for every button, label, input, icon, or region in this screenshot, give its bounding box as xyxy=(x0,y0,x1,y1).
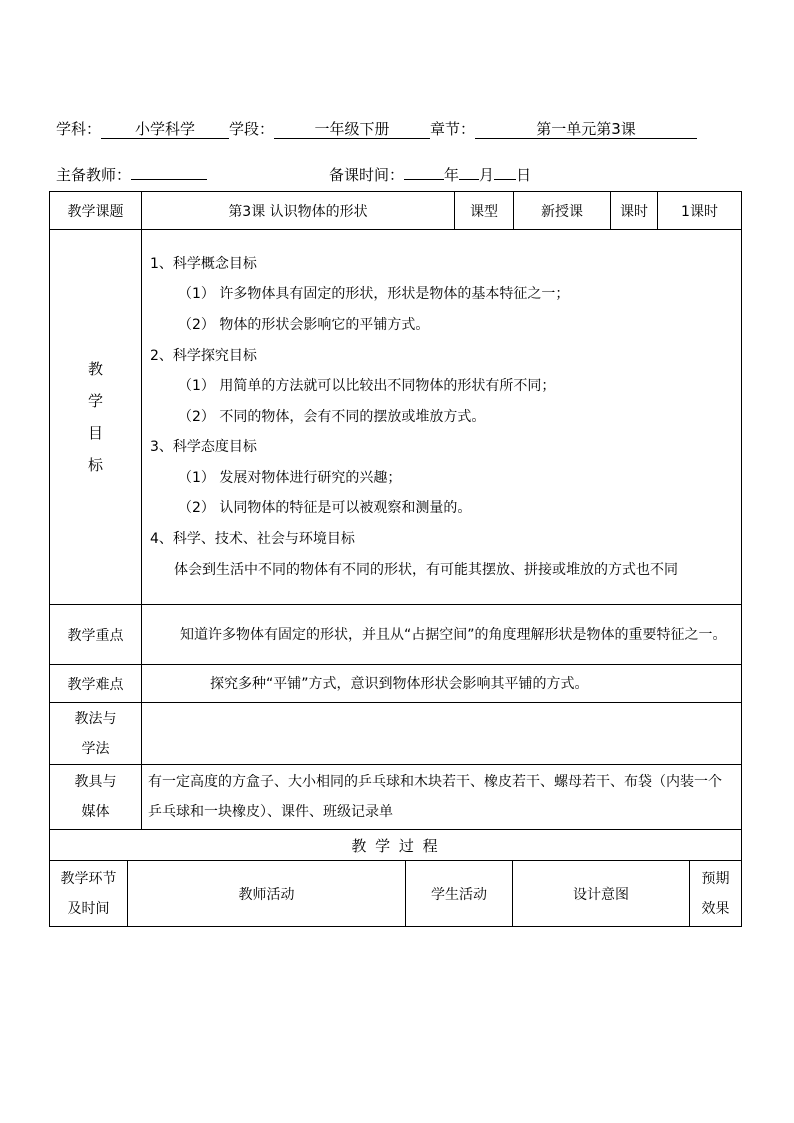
day-value xyxy=(494,161,516,180)
method-label: 教法与 学法 xyxy=(50,703,142,765)
hours-value: 1课时 xyxy=(658,192,742,230)
type-value: 新授课 xyxy=(514,192,611,230)
stage-label: 学段： xyxy=(229,120,275,138)
goal-item: （1） 发展对物体进行研究的兴趣； xyxy=(178,469,402,486)
key-label: 教学重点 xyxy=(50,605,142,665)
month-label: 月 xyxy=(479,166,495,184)
type-label: 课型 xyxy=(455,192,514,230)
process-col-effect: 预期 效果 xyxy=(690,861,742,927)
header-line-2 xyxy=(56,161,531,185)
process-col-intent: 设计意图 xyxy=(513,861,690,927)
process-title: 教 学 过 程 xyxy=(50,830,742,861)
goals-label: 教 学 目 标 xyxy=(50,230,142,605)
goal-heading-2: 2、科学探究目标 xyxy=(150,347,257,364)
process-col-student: 学生活动 xyxy=(406,861,513,927)
hours-label: 课时 xyxy=(611,192,658,230)
teacher-label: 主备教师： xyxy=(56,166,132,184)
goal-item: （2） 不同的物体，会有不同的摆放或堆放方式。 xyxy=(178,408,486,425)
time-label: 备课时间： xyxy=(329,166,405,184)
difficulty-label: 教学难点 xyxy=(50,665,142,703)
year-label: 年 xyxy=(444,166,460,184)
subject-value: 小学科学 xyxy=(101,120,229,139)
goal-heading-1: 1、科学概念目标 xyxy=(150,255,257,272)
topic-value: 第3课 认识物体的形状 xyxy=(142,192,455,230)
method-content xyxy=(142,703,742,765)
media-content: 有一定高度的方盒子、大小相同的乒乓球和木块若干、橡皮若干、螺母若干、布袋（内装一个乒乓球和一块橡皮）、课件、班级记录单 xyxy=(142,765,742,830)
header-line-1 xyxy=(56,118,697,139)
chapter-value: 第一单元第3课 xyxy=(475,120,697,139)
day-label: 日 xyxy=(516,166,532,184)
process-col-stage: 教学环节 及时间 xyxy=(50,861,128,927)
goal-item: （1） 用简单的方法就可以比较出不同物体的形状有所不同； xyxy=(178,378,556,395)
process-col-teacher: 教师活动 xyxy=(128,861,406,927)
topic-label: 教学课题 xyxy=(50,192,142,230)
key-content: 知道许多物体有固定的形状，并且从“占据空间”的角度理解形状是物体的重要特征之一。 xyxy=(142,605,742,665)
difficulty-content: 探究多种“平铺”方式，意识到物体形状会影响其平铺的方式。 xyxy=(142,665,742,703)
goal-item: 体会到生活中不同的物体有不同的形状，有可能其摆放、拼接或堆放的方式也不同 xyxy=(174,561,678,578)
goal-item: （1） 许多物体具有固定的形状，形状是物体的基本特征之一； xyxy=(178,286,570,303)
year-value xyxy=(404,161,444,180)
teacher-value xyxy=(131,161,207,180)
goals-content xyxy=(142,230,742,605)
chapter-label: 章节： xyxy=(430,120,476,138)
goal-item: （2） 认同物体的特征是可以被观察和测量的。 xyxy=(178,500,472,517)
media-label: 教具与 媒体 xyxy=(50,765,142,830)
subject-label: 学科： xyxy=(56,120,102,138)
goal-heading-4: 4、科学、技术、社会与环境目标 xyxy=(150,531,355,548)
goal-item: （2） 物体的形状会影响它的平铺方式。 xyxy=(178,316,430,333)
lesson-table xyxy=(49,191,742,861)
month-value xyxy=(459,161,479,180)
goal-heading-3: 3、科学态度目标 xyxy=(150,439,257,456)
process-table xyxy=(49,860,742,927)
stage-value: 一年级下册 xyxy=(274,120,430,139)
